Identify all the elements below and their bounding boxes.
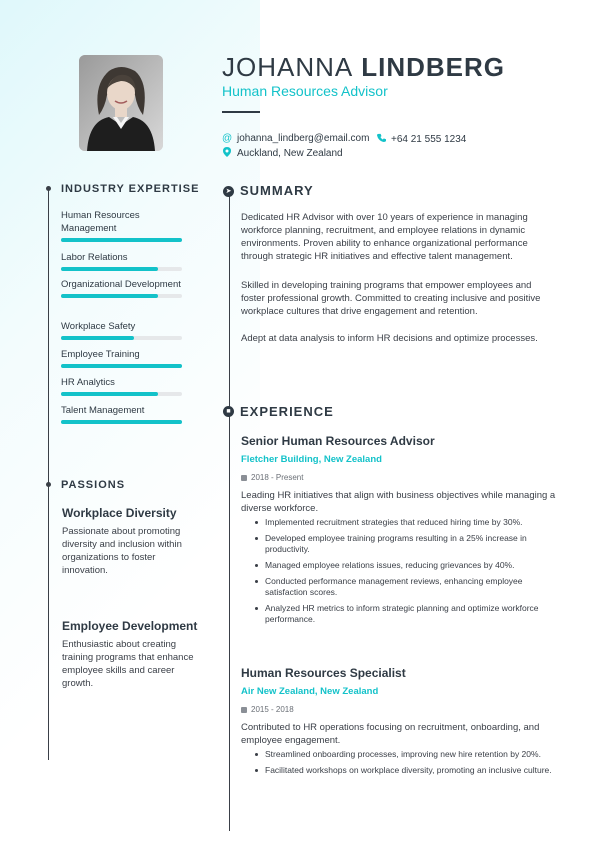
passions-title: PASSIONS [61, 479, 126, 491]
job-role: Human Resources Advisor [222, 83, 388, 99]
calendar-icon [241, 707, 247, 713]
expertise-title: INDUSTRY EXPERTISE [61, 183, 200, 195]
skill-label: Labor Relations [61, 252, 128, 263]
job-title: Senior Human Resources Advisor [241, 434, 435, 448]
summary-icon: ➤ [223, 186, 234, 197]
job-entry [241, 434, 559, 630]
skill-bar [61, 267, 182, 271]
at-icon: @ [222, 133, 233, 144]
skill-bar-fill [61, 267, 158, 271]
skill-bar [61, 294, 182, 298]
contact-email[interactable] [222, 133, 369, 144]
passion-item [62, 618, 202, 690]
calendar-icon [241, 475, 247, 481]
job-dates [241, 473, 559, 482]
first-name: JOHANNA [222, 52, 354, 82]
passion-text: Enthusiastic about creating training programs that enhance employee skills and career growth. [62, 639, 194, 689]
skill-item [61, 376, 182, 396]
last-name: LINDBERG [361, 52, 506, 82]
job-dates [241, 705, 559, 714]
skill-item [61, 209, 182, 242]
skill-item [61, 320, 182, 340]
summary-paragraph: Adept at data analysis to inform HR decisions and optimize processes. [241, 333, 538, 344]
skill-item [61, 251, 182, 271]
job-bullets [241, 749, 559, 776]
map-pin-icon [222, 147, 232, 160]
passion-text: Passionate about promoting diversity and inclusion within organizations to foster innovation. [62, 526, 182, 576]
bullet-item: Managed employee relations issues, reducing grievances by 40%. [265, 560, 559, 571]
job-entry [241, 666, 559, 781]
bullet-item: Facilitated workshops on workplace diversity, promoting an inclusive culture. [265, 765, 559, 776]
skill-item [61, 348, 182, 368]
contact-location [222, 147, 343, 160]
skill-bar [61, 238, 182, 242]
phone-icon [376, 133, 386, 145]
bullet-item: Implemented recruitment strategies that reduced hiring time by 30%. [265, 517, 559, 528]
skill-item [61, 404, 182, 424]
skill-bar-fill [61, 392, 158, 396]
summary-title: SUMMARY [240, 183, 314, 198]
job-dates-text: 2015 - 2018 [251, 705, 294, 714]
bullet-item: Streamlined onboarding processes, improving new hire retention by 20%. [265, 749, 559, 760]
job-title: Human Resources Specialist [241, 666, 406, 680]
title-divider [222, 111, 260, 113]
expertise-dot [46, 186, 51, 191]
job-company: Air New Zealand, New Zealand [241, 686, 379, 697]
summary-paragraph: Skilled in developing training programs that empower employees and foster professional growth. Committed to creating inclusive and positive workplace cultures that drive engagement and retention. [241, 280, 541, 317]
job-description: Leading HR initiatives that align with business objectives while managing a diverse workforce. [241, 490, 556, 514]
skill-label: Organizational Development [61, 279, 181, 290]
skill-bar [61, 336, 182, 340]
job-company: Fletcher Building, New Zealand [241, 454, 382, 465]
right-timeline [229, 191, 230, 831]
passion-item [62, 505, 202, 577]
skill-bar-fill [61, 420, 182, 424]
phone-text: +64 21 555 1234 [391, 133, 467, 145]
bullet-item: Developed employee training programs resulting in a 25% increase in productivity. [265, 533, 559, 555]
skill-bar [61, 364, 182, 368]
briefcase-icon: ■ [223, 406, 234, 417]
email-text: johanna_lindberg@email.com [237, 133, 370, 144]
skill-label: Workplace Safety [61, 321, 136, 332]
skill-bar-fill [61, 364, 182, 368]
summary-paragraph: Dedicated HR Advisor with over 10 years of experience in managing workforce planning, recruitment, and employee relations in dynamic environments. Proven ability to enhance organizational performance through strategic HR initiatives and effective talent management. [241, 212, 528, 262]
passion-title: Employee Development [62, 619, 198, 633]
contact-phone[interactable] [376, 133, 466, 145]
job-bullets [241, 517, 559, 625]
skill-bar-fill [61, 336, 134, 340]
job-description: Contributed to HR operations focusing on recruitment, onboarding, and employee engagement. [241, 722, 540, 746]
bullet-item: Conducted performance management reviews, enhancing employee satisfaction scores. [265, 576, 559, 598]
profile-photo [79, 55, 163, 151]
skill-label: Talent Management [61, 405, 145, 416]
skill-bar [61, 420, 182, 424]
skill-bar-fill [61, 238, 182, 242]
skill-bar [61, 392, 182, 396]
skill-item [61, 278, 182, 298]
skill-bar-fill [61, 294, 158, 298]
job-dates-text: 2018 - Present [251, 473, 304, 482]
bullet-item: Analyzed HR metrics to inform strategic planning and optimize workforce performance. [265, 603, 559, 625]
candidate-name [222, 52, 505, 83]
skill-label: Human Resources Management [61, 210, 140, 234]
passions-dot [46, 482, 51, 487]
left-timeline [48, 188, 49, 760]
passion-title: Workplace Diversity [62, 506, 177, 520]
experience-title: EXPERIENCE [240, 404, 334, 419]
skill-label: Employee Training [61, 349, 140, 360]
location-text: Auckland, New Zealand [237, 148, 343, 159]
skill-label: HR Analytics [61, 377, 115, 388]
